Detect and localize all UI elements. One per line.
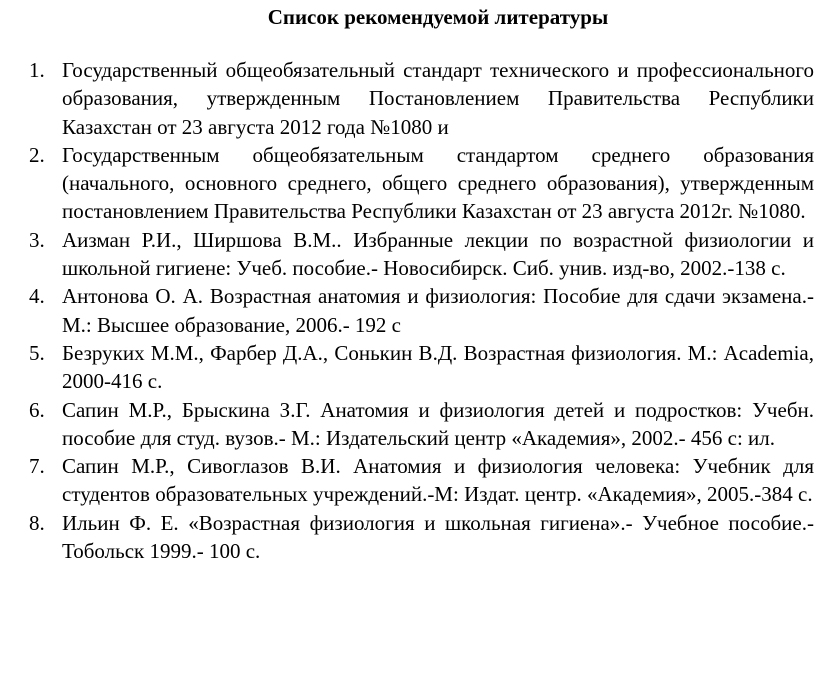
list-item bbox=[0, 509, 816, 566]
document-title: Список рекомендуемой литературы bbox=[267, 5, 609, 29]
list-item-text: Безруких М.М., Фарбер Д.А., Сонькин В.Д. Возрастная физиология. М.: Academia, 2000-416 с. bbox=[62, 340, 814, 394]
list-item bbox=[0, 282, 816, 339]
list-item bbox=[0, 452, 816, 509]
list-item bbox=[0, 141, 816, 226]
list-item-text: Сапин М.Р., Брыскина З.Г. Анатомия и физиология детей и подростков: Учебн. пособие для студ. вузов.- М.: Издательский центр «Академия», 2002.- 456 с: ил. bbox=[62, 397, 814, 450]
list-item bbox=[0, 226, 816, 283]
list-item-text: Аизман Р.И., Ширшова В.М.. Избранные лекции по возрастной физиологии и школьной гигиене: Учеб. пособие.- Новосибирск. Сиб. унив. изд-во, 2002.-138 с. bbox=[62, 227, 814, 281]
list-item-text: Ильин Ф. Е. «Возрастная физиология и школьная гигиена».- Учебное пособие.- Тобольск 1999.- 100 с. bbox=[62, 510, 814, 564]
list-item-text: Антонова О. А. Возрастная анатомия и физиология: Пособие для сдачи экзамена.- М.: Высшее образование, 2006.- 192 с bbox=[62, 284, 814, 337]
list-item-number: 8. bbox=[29, 510, 45, 535]
list-item-text: Государственным общеобязательным стандартом среднего образования (начального, основного среднего, общего среднего образования), утвержденным постановлением Правительства Республики Казахстан от 23 августа 2012г. №1080. bbox=[62, 142, 814, 224]
list-item-number: 6. bbox=[29, 397, 45, 422]
list-item bbox=[0, 396, 816, 453]
reference-list bbox=[0, 56, 816, 565]
list-item bbox=[0, 339, 816, 396]
list-item-number: 1. bbox=[29, 58, 45, 82]
list-item-number: 2. bbox=[29, 142, 45, 167]
list-item-number: 4. bbox=[29, 284, 45, 309]
list-item bbox=[0, 56, 816, 141]
list-item-number: 5. bbox=[29, 340, 45, 365]
list-item-text: Государственный общеобязательный стандарт технического и профессионального образования, утвержденным Постановлением Правительства Республики Казахстан от 23 августа 2012 года №1080 и bbox=[62, 58, 814, 139]
list-item-number: 7. bbox=[29, 454, 45, 479]
list-item-number: 3. bbox=[29, 227, 45, 252]
list-item-text: Сапин М.Р., Сивоглазов В.И. Анатомия и физиология человека: Учебник для студентов образовательных учреждений.-М: Издат. центр. «Академия», 2005.-384 с. bbox=[62, 454, 814, 507]
